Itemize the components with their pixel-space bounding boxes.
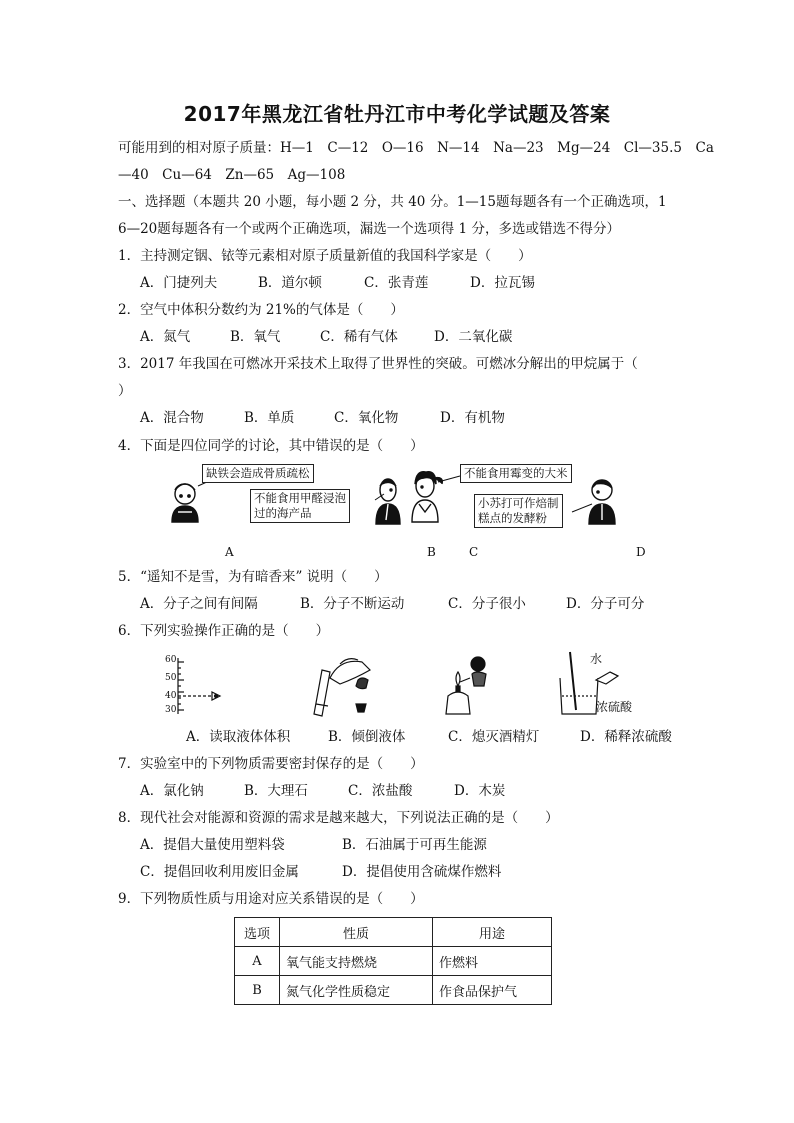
- student-d-figure: [589, 480, 615, 524]
- q8-option-d: D．提倡使用含硫煤作燃料: [342, 864, 502, 880]
- q4-bubble-d: [474, 494, 563, 528]
- q2-option-d: D．二氧化碳: [434, 329, 513, 345]
- q4-bubble-b-line-2: 过的海产品: [254, 506, 312, 520]
- q3-option-a: A．混合物: [140, 410, 204, 426]
- q2-option-a: A．氮气: [140, 329, 191, 345]
- table-row: [235, 976, 552, 1005]
- row-a-option: A: [235, 947, 280, 976]
- section-heading-line-1: 一、选择题（本题共 20 小题，每小题 2 分，共 40 分。1—15题每题各有一个正确选项，1: [118, 194, 667, 210]
- q1-option-a: A．门捷列夫: [140, 275, 218, 291]
- q7-stem: 7．实验室中的下列物质需要密封保存的是（ ）: [118, 756, 424, 772]
- q8-option-c: C．提倡回收利用废旧金属: [140, 864, 299, 880]
- q2-option-c: C．稀有气体: [320, 329, 398, 345]
- cylinder-tick-50: 50: [165, 673, 177, 683]
- q3-option-c: C．氧化物: [334, 410, 399, 426]
- q4-bubble-d-line-1: 小苏打可作焙制: [478, 496, 559, 510]
- q7-option-a: A．氯化钠: [140, 783, 204, 799]
- q7-option-d: D．木炭: [454, 783, 506, 799]
- q1-option-b: B．道尔顿: [258, 275, 322, 291]
- q4-bubble-d-line-2: 糕点的发酵粉: [478, 511, 547, 525]
- q9-stem: 9．下列物质性质与用途对应关系错误的是（ ）: [118, 891, 424, 907]
- student-c-figure: [412, 472, 442, 522]
- q6-option-d: D．稀释浓硫酸: [580, 729, 672, 745]
- q4-bubble-b-line-1: 不能食用甲醛浸泡: [254, 491, 346, 505]
- row-a-use: 作燃料: [433, 947, 552, 976]
- q4-bubble-b: [250, 489, 350, 523]
- cylinder-tick-60: 60: [165, 655, 177, 665]
- q6-option-b: B．倾倒液体: [328, 729, 406, 745]
- q1-option-d: D．拉瓦锡: [470, 275, 535, 291]
- student-b-figure: [376, 479, 400, 524]
- q5-option-d: D．分子可分: [566, 596, 645, 612]
- table-header-row: [235, 918, 552, 947]
- q7-option-b: B．大理石: [244, 783, 308, 799]
- q2-option-b: B．氧气: [230, 329, 281, 345]
- q3-option-b: B．单质: [244, 410, 295, 426]
- q4-label-d: D: [636, 545, 646, 559]
- row-b-use: 作食品保护气: [433, 976, 552, 1005]
- q6-option-c: C．熄灭酒精灯: [448, 729, 540, 745]
- q3-stem-end: ）: [118, 383, 132, 399]
- section-heading-line-2: 6—20题每题各有一个或两个正确选项，漏选一个选项得 1 分，多选或错选不得分）: [118, 221, 620, 237]
- table-row: [235, 947, 552, 976]
- q3-option-d: D．有机物: [440, 410, 505, 426]
- q4-bubble-c: 不能食用霉变的大米: [460, 464, 572, 483]
- q8-stem: 8．现代社会对能源和资源的需求是越来越大，下列说法正确的是（ ）: [118, 810, 559, 826]
- q8-option-b: B．石油属于可再生能源: [342, 837, 487, 853]
- atomic-masses-line-2: —40 Cu—64 Zn—65 Ag—108: [118, 167, 346, 183]
- q2-stem: 2．空气中体积分数约为 21%的气体是（ ）: [118, 302, 404, 318]
- header-property: 性质: [280, 918, 433, 947]
- row-a-property: 氧气能支持燃烧: [280, 947, 433, 976]
- student-a-figure: [172, 484, 198, 522]
- q5-option-a: A．分子之间有间隔: [140, 596, 258, 612]
- q6-alcohol-lamp-illustration: [440, 652, 500, 718]
- row-b-option: B: [235, 976, 280, 1005]
- label-water: 水: [590, 652, 603, 666]
- q5-stem: 5．“遥知不是雪，为有暗香来” 说明（ ）: [118, 569, 388, 585]
- q4-stem: 4．下面是四位同学的讨论，其中错误的是（ ）: [118, 438, 424, 454]
- q5-option-c: C．分子很小: [448, 596, 526, 612]
- q1-stem: 1．主持测定铟、铱等元素相对原子质量新值的我国科学家是（ ）: [118, 248, 532, 264]
- page-title: 2017年黑龙江省牡丹江市中考化学试题及答案: [183, 102, 611, 126]
- q6-pouring-illustration: [300, 650, 380, 720]
- q6-option-a: A．读取液体体积: [186, 729, 291, 745]
- q4-label-c: C: [469, 545, 479, 559]
- header-use: 用途: [433, 918, 552, 947]
- q4-label-a: A: [225, 545, 234, 559]
- row-b-property: 氮气化学性质稳定: [280, 976, 433, 1005]
- q9-property-table: [234, 917, 552, 1005]
- q7-option-c: C．浓盐酸: [348, 783, 413, 799]
- q3-stem: 3．2017 年我国在可燃冰开采技术上取得了世界性的突破。可燃冰分解出的甲烷属于（: [118, 356, 638, 372]
- label-concentrated-sulfuric-acid: 浓硫酸: [596, 700, 633, 714]
- q4-label-b: B: [427, 545, 436, 559]
- q8-option-a: A．提倡大量使用塑料袋: [140, 837, 285, 853]
- cylinder-tick-40: 40: [165, 691, 177, 701]
- q1-option-c: C．张青莲: [364, 275, 429, 291]
- cylinder-tick-30: 30: [165, 705, 177, 715]
- q6-stem: 6．下列实验操作正确的是（ ）: [118, 623, 330, 639]
- q4-bubble-a: 缺铁会造成骨质疏松: [202, 464, 314, 483]
- q5-option-b: B．分子不断运动: [300, 596, 405, 612]
- header-option: 选项: [235, 918, 280, 947]
- atomic-masses-line-1: 可能用到的相对原子质量：H—1 C—12 O—16 N—14 Na—23 Mg—24 Cl—35.5 Ca: [118, 140, 714, 156]
